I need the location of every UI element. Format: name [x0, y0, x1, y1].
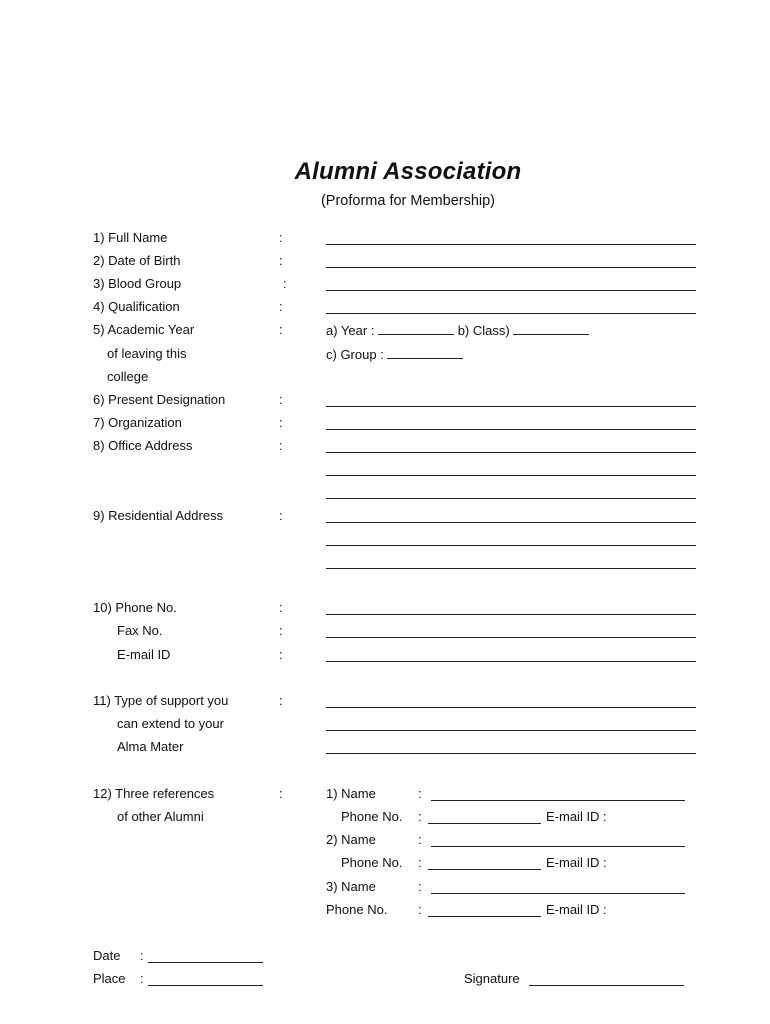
academic-group-field[interactable] [387, 346, 463, 359]
colon: : [279, 693, 283, 708]
dob-field[interactable] [326, 267, 696, 268]
residential-address-field-1[interactable] [326, 522, 696, 523]
colon: : [279, 299, 283, 314]
label-dob: 2) Date of Birth [93, 253, 181, 268]
ref1-email-label: E-mail ID : [546, 809, 607, 824]
office-address-field-1[interactable] [326, 452, 696, 453]
place-field[interactable] [148, 985, 263, 986]
ref1-name-label: 1) Name [326, 786, 376, 801]
label-support-3: Alma Mater [117, 739, 184, 754]
colon: : [279, 392, 283, 407]
colon: : [279, 508, 283, 523]
office-address-field-2[interactable] [326, 475, 696, 476]
ref1-phone-label: Phone No. [341, 809, 403, 824]
residential-address-field-3[interactable] [326, 568, 696, 569]
academic-class-label: b) Class) [457, 323, 510, 338]
ref3-phone-label: Phone No. [326, 902, 388, 917]
ref2-phone-field[interactable] [428, 869, 541, 870]
academic-year-field[interactable] [378, 322, 454, 335]
date-label: Date [93, 948, 121, 963]
label-email: E-mail ID [117, 647, 171, 662]
support-field-3[interactable] [326, 753, 696, 754]
label-designation: 6) Present Designation [93, 392, 226, 407]
qualification-field[interactable] [326, 313, 696, 314]
designation-field[interactable] [326, 406, 696, 407]
colon: : [283, 276, 287, 291]
colon: : [279, 623, 283, 638]
label-academic-year: 5) Academic Year [93, 322, 195, 337]
colon: : [418, 902, 422, 917]
ref3-phone-field[interactable] [428, 916, 541, 917]
colon: : [140, 948, 144, 963]
form-subtitle: (Proforma for Membership) [320, 193, 496, 209]
colon: : [418, 832, 422, 847]
date-field[interactable] [148, 962, 263, 963]
place-label: Place [93, 971, 126, 986]
label-full-name: 1) Full Name [93, 230, 168, 245]
ref2-name-label: 2) Name [326, 832, 376, 847]
label-references: 12) Three references [93, 786, 215, 801]
label-qualification: 4) Qualification [93, 299, 180, 314]
colon: : [418, 879, 422, 894]
ref1-name-field[interactable] [431, 800, 685, 801]
phone-field[interactable] [326, 614, 696, 615]
colon: : [418, 809, 422, 824]
academic-class-field[interactable] [513, 322, 589, 335]
ref3-name-label: 3) Name [326, 879, 376, 894]
colon: : [140, 971, 144, 986]
colon: : [279, 600, 283, 615]
office-address-field-3[interactable] [326, 498, 696, 499]
organization-field[interactable] [326, 429, 696, 430]
label-support-2: can extend to your [117, 716, 224, 731]
colon: : [279, 415, 283, 430]
colon: : [279, 322, 283, 337]
ref2-email-label: E-mail ID : [546, 855, 607, 870]
ref2-phone-label: Phone No. [341, 855, 403, 870]
academic-group-label: c) Group : [326, 347, 384, 362]
support-field-2[interactable] [326, 730, 696, 731]
blood-group-field[interactable] [326, 290, 696, 291]
label-academic-year-3: college [107, 369, 149, 384]
colon: : [279, 647, 283, 662]
label-academic-year-2: of leaving this [107, 346, 187, 361]
ref2-name-field[interactable] [431, 846, 685, 847]
label-references-2: of other Alumni [117, 809, 204, 824]
ref1-phone-field[interactable] [428, 823, 541, 824]
ref3-email-label: E-mail ID : [546, 902, 607, 917]
colon: : [279, 786, 283, 801]
ref3-name-field[interactable] [431, 893, 685, 894]
label-blood-group: 3) Blood Group [93, 276, 182, 291]
colon: : [279, 438, 283, 453]
form-title: Alumni Association [294, 158, 522, 185]
residential-address-field-2[interactable] [326, 545, 696, 546]
colon: : [279, 230, 283, 245]
full-name-field[interactable] [326, 244, 696, 245]
colon: : [418, 855, 422, 870]
label-support: 11) Type of support you [93, 693, 229, 708]
label-office-address: 8) Office Address [93, 438, 193, 453]
email-field[interactable] [326, 661, 696, 662]
label-organization: 7) Organization [93, 415, 182, 430]
academic-year-label: a) Year : [326, 323, 375, 338]
signature-field[interactable] [529, 985, 684, 986]
colon: : [418, 786, 422, 801]
label-fax: Fax No. [117, 623, 163, 638]
label-residential-address: 9) Residential Address [93, 508, 224, 523]
support-field-1[interactable] [326, 707, 696, 708]
colon: : [279, 253, 283, 268]
fax-field[interactable] [326, 637, 696, 638]
signature-label: Signature [464, 971, 520, 986]
label-phone: 10) Phone No. [93, 600, 177, 615]
